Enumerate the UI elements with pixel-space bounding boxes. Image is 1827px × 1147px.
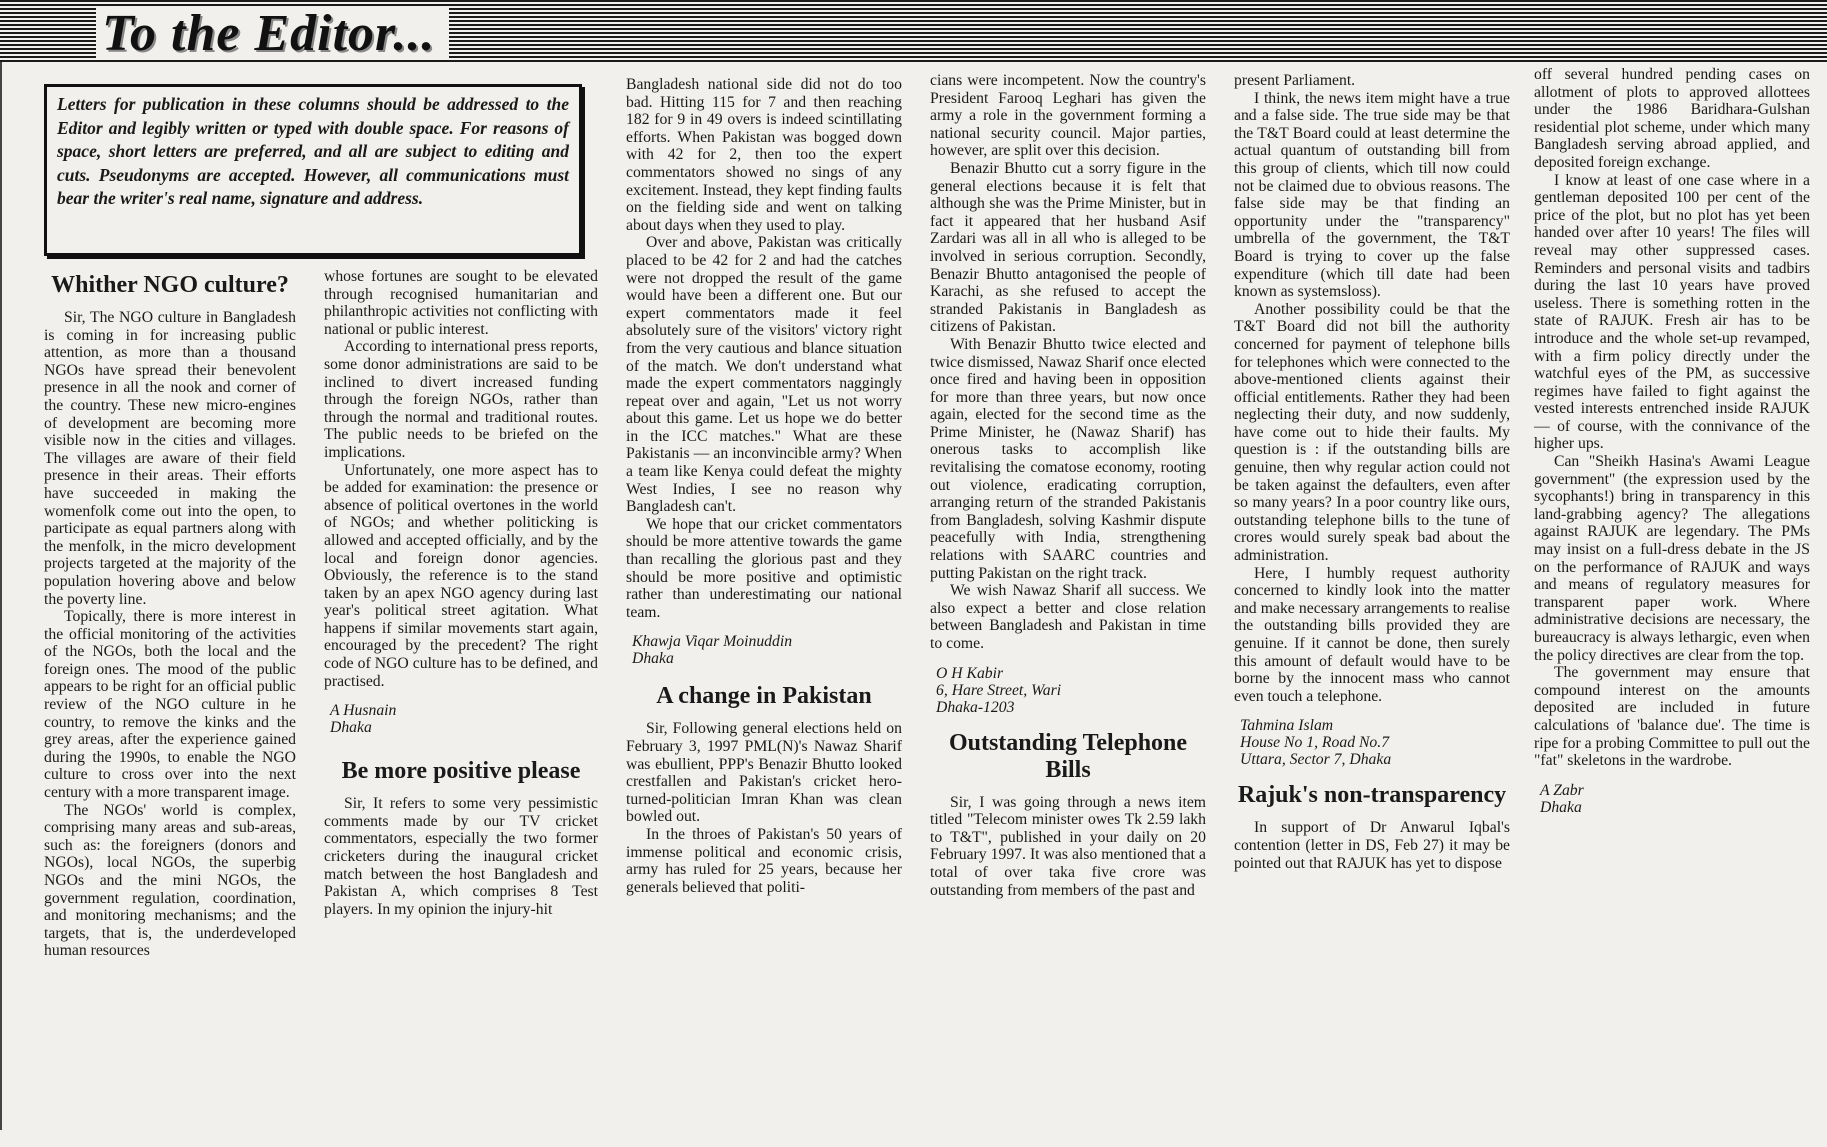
letter-headline-rajuk: Rajuk's non-transparency bbox=[1237, 782, 1507, 809]
letter-paragraph: off several hundred pending cases on allotment of plots to approved allottees under the 1986 Baridhara-Gulshan residential plot scheme, under which many Bangladesh serving abroad applied, and deposited foreign exchange. bbox=[1534, 66, 1810, 171]
letter-paragraph: cians were incompetent. Now the country's President Farooq Leghari has given the army a role in the government forming a national security council. Major parties, however, are split over this decision. bbox=[930, 72, 1206, 160]
letter-paragraph: Unfortunately, one more aspect has to be added for examination: the presence or absence of political overtones in the world of NGOs; and whether politicking is allowed and accepted officially, and by the local and foreign donor agencies. Obviously, the reference is to the stand taken by an apex NGO agency during last year's political street agitation. What happens if similar movements start again, encouraged by the precedent? The right code of NGO culture has to be defined, and practised. bbox=[324, 461, 598, 690]
letter-paragraph: We hope that our cricket commentators should be more attentive towards the game than recalling the glorious past and they should be more positive and optimistic rather than underestimating our national team. bbox=[626, 515, 902, 621]
letter-paragraph: In support of Dr Anwarul Iqbal's contention (letter in DS, Feb 27) it may be pointed out that RAJUK has yet to dispose bbox=[1234, 819, 1510, 872]
column-6 bbox=[1534, 66, 1810, 1132]
letter-paragraph: Over and above, Pakistan was critically placed to be 42 for 2 and had the catches were not dropped the result of the game would have been a different one. But our expert commentators made it feel absolutely sure of the visitors' victory right from the very cautious and blance situation of the match. We don't understand what made the expert commentators naggingly repeat over and again, "Let us not worry about this game. Let us hope we do better in the ICC matches." What are these Pakistanis — an inconvincible army? When a team like Kenya could defeat the mighty West Indies, I see no reason why Bangladesh can't. bbox=[626, 234, 902, 516]
letter-paragraph: whose fortunes are sought to be elevated through recognised humanitarian and philanthropic activities not conflicting with national or public interest. bbox=[324, 268, 598, 338]
column-rule bbox=[0, 62, 2, 1130]
letter-paragraph: Can "Sheikh Hasina's Awami League government" (the expression used by the sycophants!) bring in transparency in this land-grabbing agency? The allegations against RAJUK are legendary. The PMs may insist on a full-dress debate in the JS on the performance of RAJUK and ways and means of regulatory measures for transparent paper work. Where administrative decisions are necessary, the bureaucracy is always lethargic, even when the policy directives are clear from the top. bbox=[1534, 453, 1810, 664]
submission-notice-box: Letters for publication in these columns should be addressed to the Editor and legibly written or typed with double space. For reasons of space, short letters are preferred, and all are subject to editing and cuts. Pseudonyms are accepted. However, all communications must bear the writer's real name, signature and address. bbox=[44, 84, 582, 256]
letter-paragraph: present Parliament. bbox=[1234, 72, 1356, 89]
letter-paragraph: Another possibility could be that the T&T Board did not bill the authority concerned for payment of telephone bills for telephones which were connected to the above-mentioned clients against their official entitlements. Rather they had been neglecting their duty, and now suddenly, have come out to hide their faults. My question is : if the outstanding bills are genuine, then why regular action could not be taken against the defaulters, even after so many years? In a poor country like ours, outstanding telephone bills to the tune of crores would surely speak bad about the administration. bbox=[1234, 300, 1510, 565]
letter-paragraph: We wish Nawaz Sharif all success. We also expect a better and close relation between Bangladesh and Pakistan in time to come. bbox=[930, 582, 1206, 652]
letter-paragraph: The NGOs' world is complex, comprising many areas and sub-areas, such as: the foreigners (donors and NGOs), local NGOs, the superbig NGOs and the mini NGOs, the government regulation, coordination, and monitoring mechanisms; and the targets, that is, the underdeveloped human resources bbox=[44, 801, 296, 960]
letter-paragraph: Sir, I was going through a news item titled "Telecom minister owes Tk 2.59 lakh to T&T", published in your daily on 20 February 1997. It was also mentioned that a total of over taka five crore was outstanding from members of the past and bbox=[930, 793, 1206, 899]
signature-name: Khawja Viqar Moinuddin bbox=[632, 633, 793, 651]
letter-paragraph: I think, the news item might have a true and a false side. The true side may be that the T&T Board could at least determine the actual quantum of outstanding bill from this group of clients, which till now could not be claimed due to obvious reasons. The false side may be that finding an opportunity under the "transparency" umbrella of the government, the T&T Board is trying to cover up the false expenditure (which till date had been known as systemsloss). bbox=[1234, 89, 1510, 301]
signature-address: House No 1, Road No.7 bbox=[1240, 734, 1390, 752]
letter-headline-ngo: Whither NGO culture? bbox=[51, 272, 289, 298]
signature-address: Uttara, Sector 7, Dhaka bbox=[1240, 751, 1392, 769]
letter-paragraph: Sir, It refers to some very pessimistic comments made by our TV cricket commentators, especially the two former cricketers during the inaugural cricket match between the host Bangladesh and Pakistan A, which comprises 8 Test players. In my opinion the injury-hit bbox=[324, 795, 598, 918]
signature-name: Tahmina Islam bbox=[1240, 717, 1334, 735]
signature-name: A Zabr bbox=[1540, 781, 1584, 799]
masthead-banner bbox=[0, 0, 1827, 62]
letter-paragraph: Topically, there is more interest in the official monitoring of the activities of the NGOs, both the local and the foreign ones. The mood of the public appears to be right for an official public review of the NGO culture in he country, to remove the kinks and the grey areas, after the experience gained during the 1990s, to enable the NGO culture to cross over into the next century with a more transparent image. bbox=[44, 608, 296, 802]
signature-name: O H Kabir bbox=[936, 664, 1004, 682]
column-2 bbox=[324, 268, 598, 1132]
column-4 bbox=[930, 72, 1206, 1132]
column-5 bbox=[1234, 72, 1510, 1132]
letter-paragraph: With Benazir Bhutto twice elected and twice dismissed, Nawaz Sharif once elected once fired and having been in opposition for more than three years, but now once again, elected for the second time as the Prime Minister, he (Nawaz Sharif) has onerous tasks to accomplish like revitalising the comatose economy, rooting out violence, eradicating corruption, arranging return of the stranded Pakistanis from Bangladesh, solving Kashmir dispute peacefully with India, strengthening relations with SAARC countries and putting Pakistan on the right track. bbox=[930, 335, 1206, 582]
letter-headline-pakistan: A change in Pakistan bbox=[656, 683, 872, 710]
letter-paragraph: In the throes of Pakistan's 50 years of immense political and economic crisis, army has ruled for 25 years, because her generals believed that politi- bbox=[626, 825, 902, 896]
letter-paragraph: Bangladesh national side did not do too bad. Hitting 115 for 7 and then reaching 182 for 9 in 49 overs is indeed scintillating efforts. When Pakistan was bogged down with 42 for 2, then too the expert commentators showed no sings of any excitement. Instead, they kept finding faults on the fielding side and went on talking about days when they used to play. bbox=[626, 76, 902, 234]
letter-paragraph: I know at least of one case where in a gentleman deposited 100 per cent of the price of the plot, but no plot has yet been handed over after 10 years! The files will reveal may other suppressed cases. Reminders and personal visits and tadbirs during the last 10 years have proved useless. There is something rotten in the state of RAJUK. Fresh air has to be introduce and the whole set-up revamped, with a firm policy directly under the watchful eyes of the PM, as successive regimes have failed to fight against the vested interests entrenched inside RAJUK — of course, with the connivance of the higher ups. bbox=[1534, 171, 1810, 453]
letter-paragraph: Sir, The NGO culture in Bangladesh is coming in for increasing public attention, as more than a thousand NGOs have spread their benevolent presence in all the nook and corner of the country. These new micro-engines of development are becoming more visible now in the cities and villages. The villages are aware of their field presence in their areas. Their efforts have succeeded in making the womenfolk come out into the open, to participate as equal partners along with the menfolk, in the micro development projects targeted at the majority of the population hovering above and below the poverty line. bbox=[44, 309, 296, 608]
signature-place: Dhaka bbox=[632, 650, 674, 668]
signature-place: Dhaka bbox=[330, 719, 372, 737]
signature-address: 6, Hare Street, Wari bbox=[936, 681, 1062, 699]
letter-paragraph: Sir, Following general elections held on February 3, 1997 PML(N)'s Nawaz Sharif was ebullient, PPP's Benazir Bhutto looked crestfallen and Pakistan's cricket hero-turned-politician Imran Khan was clean bowled out. bbox=[626, 720, 902, 826]
section-title: To the Editor... bbox=[96, 8, 449, 60]
letter-paragraph: Here, I humbly request authority concerned to kindly look into the matter and make necessary arrangements to realise the outstanding bills provided they are genuine. If it cannot be done, then surely this amount of default would have to be borne by the innocent mass who cannot even touch a telephone. bbox=[1234, 564, 1510, 705]
signature-place: Dhaka bbox=[1540, 798, 1582, 816]
letter-paragraph: The government may ensure that compound interest on the amounts deposited are included in future calculations of 'balance due'. The time is ripe for a probing Committee to pull out the "fat" skeletons in the wardrobe. bbox=[1534, 664, 1810, 770]
signature-name: A Husnain bbox=[330, 702, 397, 720]
column-1 bbox=[44, 272, 296, 1132]
column-3 bbox=[626, 76, 902, 1132]
letter-paragraph: Benazir Bhutto cut a sorry figure in the general elections because it is felt that although she was the Prime Minister, but in fact it appeared that her husband Asif Zardari was all in all who is alleged to be involved in serious corruption. Secondly, Benazir Bhutto antagonised the people of Karachi, as she refused to accept the stranded Pakistanis in Bangladesh as citizens of Pakistan. bbox=[930, 159, 1206, 336]
letter-headline-positive: Be more positive please bbox=[341, 758, 581, 785]
signature-address: Dhaka-1203 bbox=[936, 698, 1015, 716]
letter-paragraph: According to international press reports, some donor administrations are said to be inclined to divert increased funding through the foreign NGOs, rather than through the normal and traditional routes. The public needs to be briefed on the implications. bbox=[324, 338, 598, 461]
letter-headline-telephone: Outstanding Telephone Bills bbox=[948, 729, 1188, 783]
